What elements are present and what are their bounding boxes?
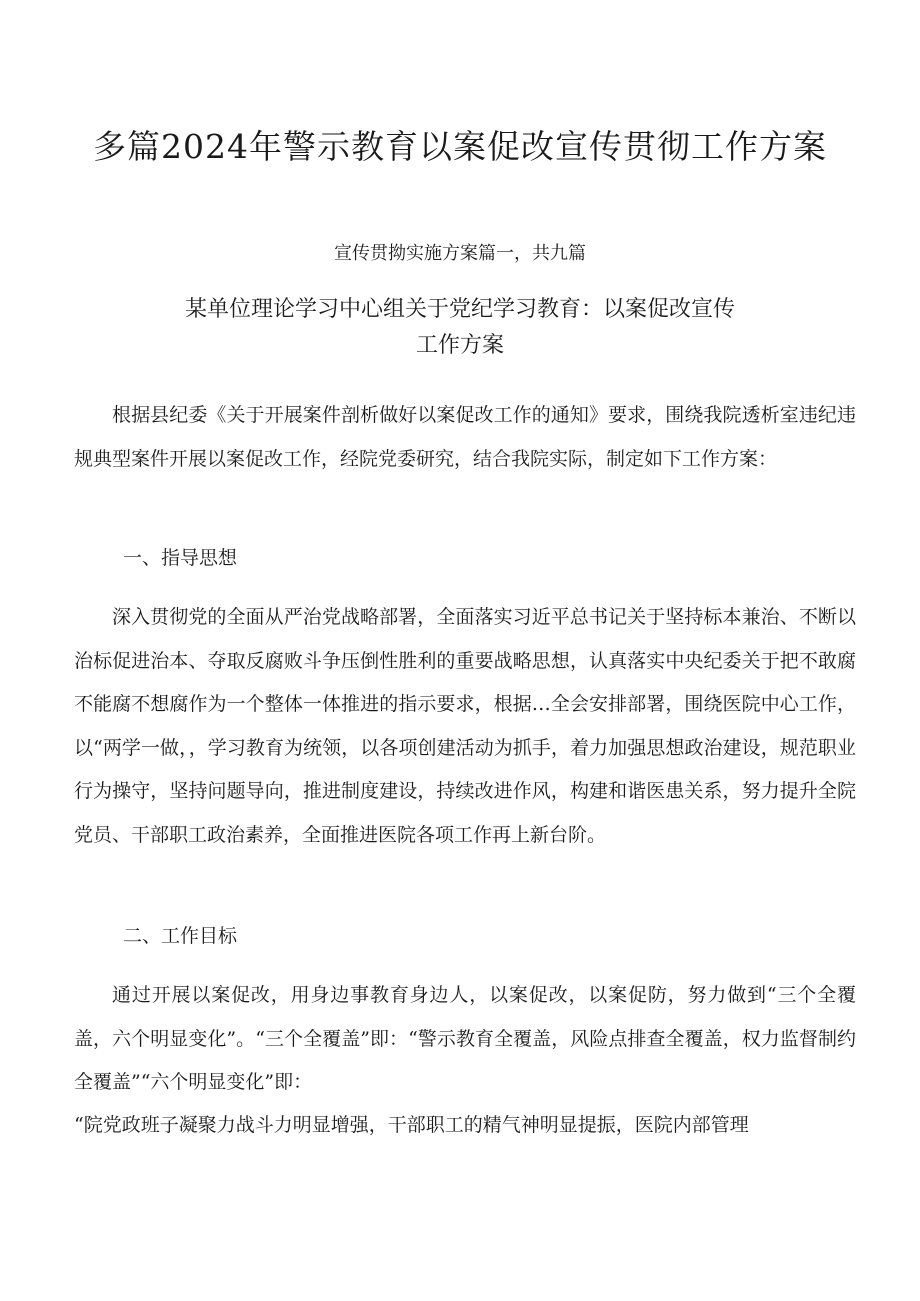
heading-line-1: 某单位理论学习中心组关于党纪学习教育：以案促改宣传 bbox=[184, 297, 735, 322]
section-1-body: 深入贯彻党的全面从严治党战略部署，全面落实习近平总书记关于坚持标本兼治、不断以治标促进治本、夺取反腐败斗争压倒性胜利的重要战略思想，认真落实中央纪委关于把不敢腐不能腐不想腐作为一个整体一体推进的指示要求，根据…全会安排部署，围绕医院中心工作，以“两学一做，，学习教育为统领，以各项创建活动为抓手，着力加强思想政治建设，规范职业行为操守，坚持问题导向，推进制度建设，持续改进作风，构建和谐医患关系，努力提升全院党员、干部职工政治素养，全面推进医院各项工作再上新台阶。 bbox=[74, 606, 856, 846]
intro-paragraph: 根据县纪委《关于开展案件剖析做好以案促改工作的通知》要求，围绕我院透析室违纪违规典型案件开展以案促改工作，经院党委研究，结合我院实际，制定如下工作方案： bbox=[74, 404, 856, 470]
section-2-continuation: “院党政班子凝聚力战斗力明显增强，干部职工的精气神明显提振，医院内部管理 bbox=[74, 1114, 749, 1136]
section-2-body: 通过开展以案促改，用身边事教育身边人，以案促改，以案促防，努力做到“三个全覆盖，六个明显变化”。“三个全覆盖”即：“警示教育全覆盖，风险点排查全覆盖，权力监督制约全覆盖”“六个明显变化”即： bbox=[74, 984, 856, 1093]
document-title: 多篇2024年警示教育以案促改宣传贯彻工作方案 bbox=[93, 127, 827, 166]
section-heading bbox=[0, 292, 920, 364]
section-2-title: 二、工作目标 bbox=[123, 925, 238, 947]
heading-line-2: 工作方案 bbox=[415, 333, 504, 358]
section-1-title: 一、指导思想 bbox=[123, 547, 238, 569]
document-subtitle: 宣传贯拗实施方案篇一，共九篇 bbox=[334, 243, 586, 264]
